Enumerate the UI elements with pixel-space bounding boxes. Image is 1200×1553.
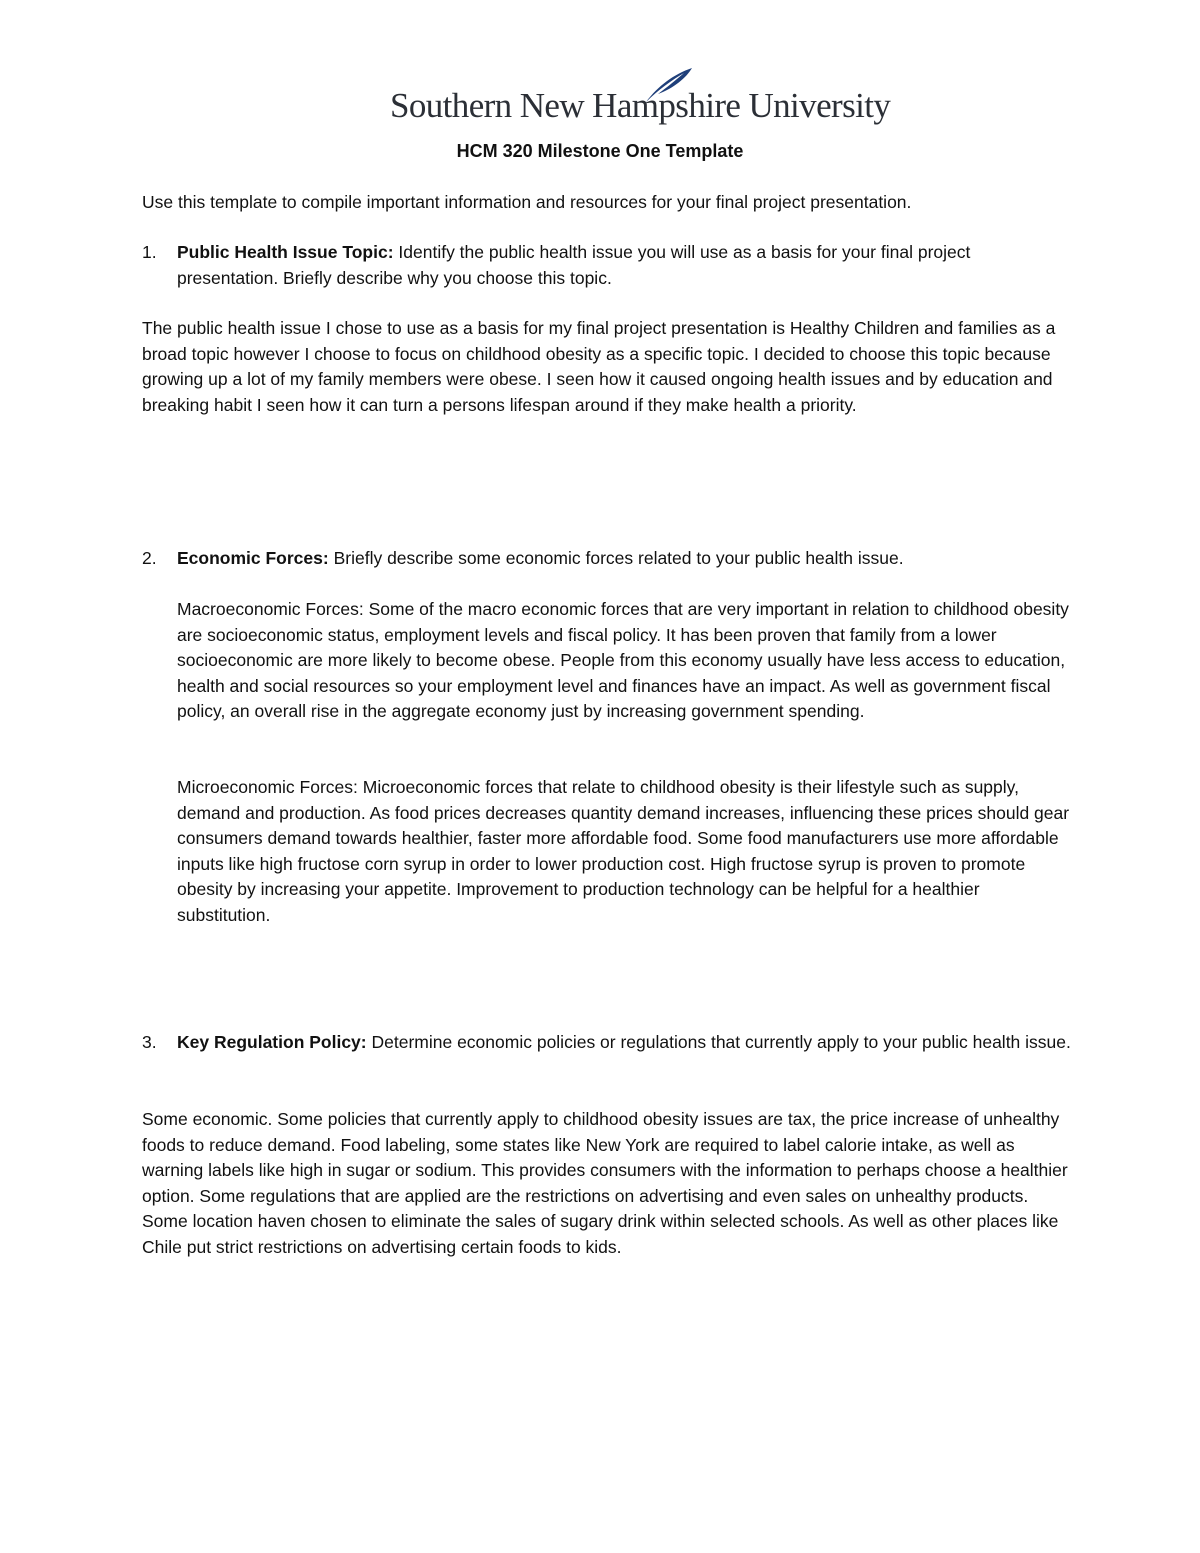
page-title: HCM 320 Milestone One Template xyxy=(456,141,744,161)
question-number: 2. xyxy=(142,548,157,568)
question-label: Public Health Issue Topic: xyxy=(177,242,394,262)
logo-wordmark: Southern New Hampshire University xyxy=(390,86,891,125)
question-label: Economic Forces: xyxy=(177,548,329,568)
question-prompt: Briefly describe some economic forces related to your public health issue. xyxy=(328,548,904,568)
answer-2-macroeconomic: Macroeconomic Forces: Some of the macro economic forces that are very important in relation to childhood obesity are socioeconomic status, employment levels and fiscal policy. It has been proven that family from a lower socioeconomic are more likely to become obese. People from this economy usually have less access to education, health and social resources so your employment level and finances have an impact. As well as government fiscal policy, an overall rise in the aggregate economy just by increasing government spending. xyxy=(177,599,1069,721)
answer-1: The public health issue I chose to use as a basis for my final project presentation is Healthy Children and families as a broad topic however I choose to focus on childhood obesity as a specific topic. I decided to choose this topic because growing up a lot of my family members were obese. I seen how it caused ongoing health issues and by education and breaking habit I seen how it can turn a persons lifespan around if they make health a priority. xyxy=(142,318,1056,415)
question-1 xyxy=(142,240,1072,291)
question-label: Key Regulation Policy: xyxy=(177,1032,367,1052)
question-2 xyxy=(142,546,1072,572)
university-logo xyxy=(390,66,891,136)
intro-text: Use this template to compile important information and resources for your final project presentation. xyxy=(142,192,912,212)
question-3 xyxy=(142,1030,1072,1056)
answer-3: Some economic. Some policies that currently apply to childhood obesity issues are tax, the price increase of unhealthy foods to reduce demand. Food labeling, some states like New York are required to label calorie intake, as well as warning labels like high in sugar or sodium. This provides consumers with the information to perhaps choose a healthier option. Some regulations that are applied are the restrictions on advertising and even sales on unhealthy products. Some location haven chosen to eliminate the sales of sugary drink within selected schools. As well as other places like Chile put strict restrictions on advertising certain foods to kids. xyxy=(142,1109,1068,1257)
question-prompt: Identify the public health issue you will use as a basis for your final project presentation. Briefly describe why you choose this topic. xyxy=(177,242,971,288)
question-prompt: Determine economic policies or regulations that currently apply to your public health issue. xyxy=(366,1032,1071,1052)
question-number: 3. xyxy=(142,1032,157,1052)
question-number: 1. xyxy=(142,242,157,262)
answer-2-microeconomic: Microeconomic Forces: Microeconomic forces that relate to childhood obesity is their lifestyle such as supply, demand and production. As food prices decreases quantity demand increases, influencing these prices should gear consumers demand towards healthier, faster more affordable food. Some food manufacturers use more affordable inputs like high fructose corn syrup in order to lower production cost. High fructose syrup is proven to promote obesity by increasing your appetite. Improvement to production technology can be helpful for a healthier substitution. xyxy=(177,777,1070,925)
